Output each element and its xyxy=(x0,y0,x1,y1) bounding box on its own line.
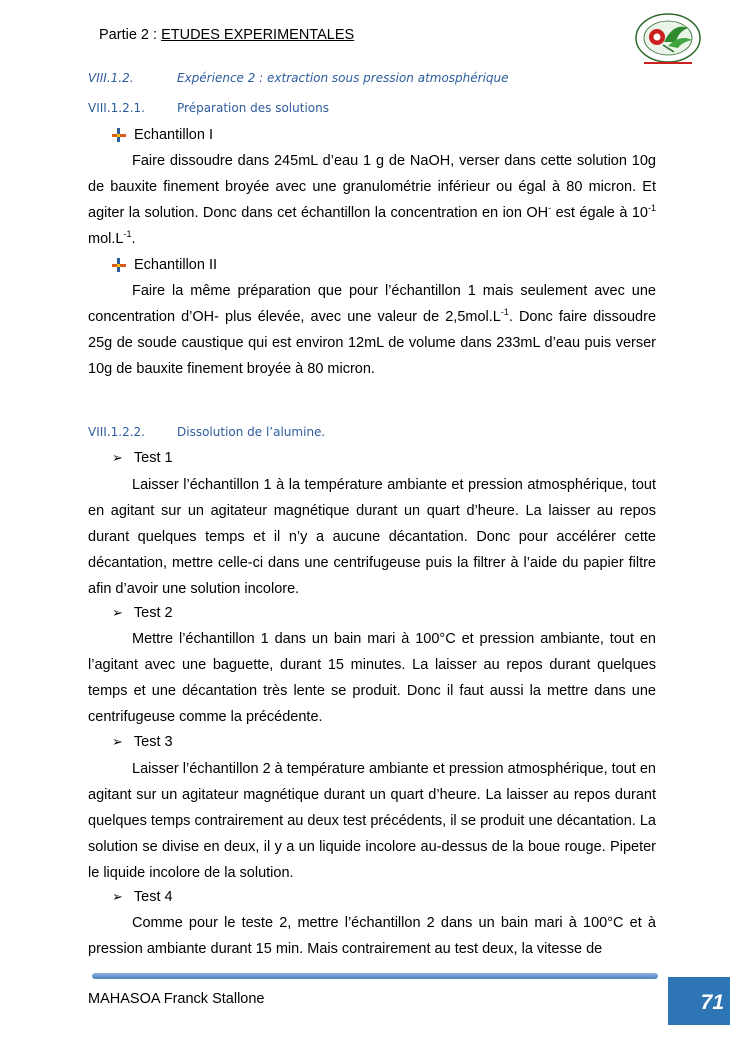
sample-two-item xyxy=(112,257,217,273)
test-3-paragraph: Laisser l’échantillon 2 à température ambiante et pression atmosphérique, tout en agitant sur un agitateur magnétique durant un quart d’heure. La laisser au repos durant quelques temps contrairement au deux test précédents, il se produit une décantation. La solution se divise en deux, il y a un liquide incolore au-dessus de la boue rouge. Pipeter le liquide incolore de la solution. xyxy=(88,761,656,881)
test-label: Test 1 xyxy=(133,450,173,466)
test-4-item xyxy=(112,889,173,905)
footer-author: MAHASOA Franck Stallone xyxy=(88,991,265,1007)
arrow-bullet-icon: ➢ xyxy=(112,734,123,749)
section-title: Dissolution de l’alumine. xyxy=(177,425,326,439)
section-number: VIII.1.2.1. xyxy=(88,101,145,115)
arrow-bullet-icon: ➢ xyxy=(112,889,123,904)
text-run: . xyxy=(131,231,136,247)
part-title: ETUDES EXPERIMENTALES xyxy=(161,27,355,43)
text-run: Faire dissoudre dans 245mL d’eau 1 g de NaOH, verser dans cette solution 10g de bauxite finement broyée avec une granulométrie inférieur ou égal à 80 micron. Et agiter la solution. Donc dans cet échantillon la concentration en ion OH xyxy=(88,153,656,221)
part-label: Partie 2 : xyxy=(99,27,162,43)
superscript: -1 xyxy=(647,203,656,214)
text-run: . Donc faire dissoudre 25g de soude caustique qui est environ 12mL de volume dans 233mL d’eau puis verser 10g de bauxite finement broyée à 80 micron. xyxy=(88,309,657,377)
test-1-paragraph: Laisser l’échantillon 1 à la température ambiante et pression atmosphérique, tout en agitant sur un agitateur magnétique durant un quart d’heure. La laisser au repos durant quelques temps et il n’y a aucune décantation. Donc pour accélérer cette décantation, mettre celle-ci dans une centrifugeuse puis la filtrer à l’aide du papier filtre afin d’avoir une solution incolore. xyxy=(88,477,656,597)
test-2-item xyxy=(112,605,173,621)
sample-two-label: Echantillon II xyxy=(134,257,218,273)
sample-one-item xyxy=(112,127,213,143)
crosshair-bullet-icon xyxy=(112,128,126,142)
page-number-box xyxy=(668,977,730,1025)
sample-one-label: Echantillon I xyxy=(134,127,213,143)
superscript: - xyxy=(548,203,552,214)
test-label: Test 4 xyxy=(133,889,173,905)
section-title: Expérience 2 : extraction sous pression atmosphérique xyxy=(177,71,509,85)
footer-divider xyxy=(92,973,658,979)
superscript: -1 xyxy=(123,229,132,240)
superscript: -1 xyxy=(500,307,509,318)
test-label: Test 3 xyxy=(133,734,173,750)
test-4-paragraph: Comme pour le teste 2, mettre l’échantillon 2 dans un bain mari à 100°C et à pression ambiante durant 15 min. Mais contrairement au test deux, la vitesse de xyxy=(88,915,656,957)
test-1-item xyxy=(112,450,173,466)
page-number: 71 xyxy=(700,991,724,1014)
test-2-paragraph: Mettre l’échantillon 1 dans un bain mari à 100°C et pression ambiante, tout en l’agitant avec une baguette, durant 15 minutes. La laisser au repos durant quelques temps et une décantation très lente se produit. Donc il faut aussi la mettre dans une centrifugeuse comme la précédente. xyxy=(88,631,656,725)
crosshair-bullet-icon xyxy=(112,258,126,272)
text-run: est égale à 10 xyxy=(551,205,648,221)
test-label: Test 2 xyxy=(133,605,173,621)
section-number: VIII.1.2.2. xyxy=(88,425,145,439)
institution-logo xyxy=(630,12,706,68)
section-number: VIII.1.2. xyxy=(88,71,134,85)
sample-one-paragraph xyxy=(88,148,656,252)
arrow-bullet-icon: ➢ xyxy=(112,605,123,620)
section-title: Préparation des solutions xyxy=(177,101,329,115)
text-run: Faire la même préparation que pour l’échantillon 1 mais seulement avec une concentration d’OH- plus élevée, avec une valeur de 2,5mol.L xyxy=(88,283,656,325)
sample-two-paragraph xyxy=(88,278,656,382)
page-header xyxy=(99,27,354,43)
arrow-bullet-icon: ➢ xyxy=(112,450,123,465)
text-run: mol.L xyxy=(88,231,124,247)
test-3-item xyxy=(112,734,173,750)
